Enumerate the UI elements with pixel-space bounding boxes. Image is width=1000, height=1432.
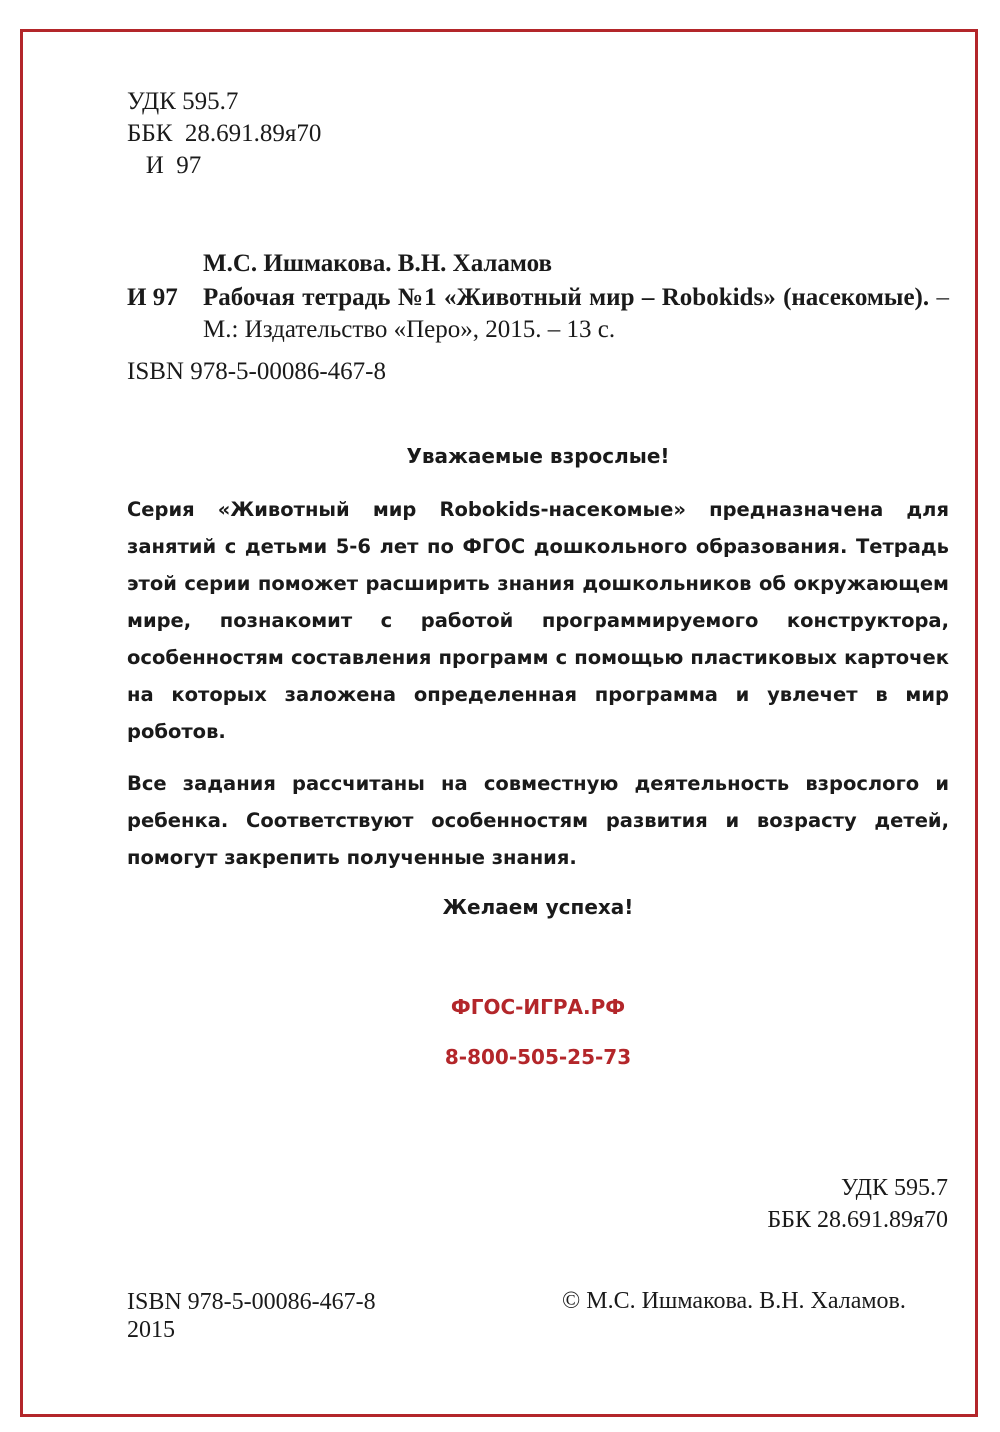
phone-number: 8-800-505-25-73 bbox=[444, 1045, 632, 1069]
authors: М.С. Ишмакова. В.Н. Халамов bbox=[203, 250, 553, 277]
isbn: ISBN 978-5-00086-467-8 bbox=[127, 358, 387, 385]
publication-info: – М.: Издательство «Перо», 2015. – 13 с. bbox=[203, 284, 950, 343]
footer-isbn: ISBN 978-5-00086-467-8 bbox=[127, 1289, 376, 1315]
greeting-heading: Уважаемые взрослые! bbox=[406, 444, 670, 468]
footer-year: 2015 bbox=[127, 1317, 175, 1343]
footer-udk: УДК 595.7 bbox=[841, 1175, 948, 1201]
udk-code: УДК 595.7 bbox=[127, 88, 239, 115]
footer-isbn-block bbox=[127, 1288, 376, 1344]
bbk-code: ББК 28.691.89я70 bbox=[127, 120, 322, 147]
closing-wish: Желаем успеха! bbox=[442, 895, 634, 919]
book-title: Рабочая тетрадь №1 «Животный мир – Robokids» (насекомые). bbox=[203, 284, 930, 311]
footer-codes bbox=[767, 1172, 948, 1236]
author-index: И 97 bbox=[127, 152, 202, 179]
footer-bbk: ББК 28.691.89я70 bbox=[767, 1207, 948, 1233]
website: ФГОС-ИГРА.РФ bbox=[450, 995, 626, 1019]
entry-index: И 97 bbox=[127, 284, 178, 311]
entry-text bbox=[203, 282, 949, 346]
classification-codes bbox=[127, 86, 321, 182]
bibliographic-entry bbox=[127, 282, 949, 346]
intro-paragraph: Серия «Животный мир Robokids-насекомые» предназначена для занятий с детьми 5-6 лет по ФГОС дошкольного образования. Тетрадь этой серии поможет расширить знания дошкольников об окружающем мире, познакомит с работой программируемого конструктора, особенностям составления программ с помощью пластиковых карточек на которых заложена определенная программа и увлечет в мир роботов. bbox=[127, 498, 949, 743]
tasks-paragraph: Все задания рассчитаны на совместную деятельность взрослого и ребенка. Соответствуют особенностям развития и возрасту детей, помогут закрепить полученные знания. bbox=[127, 772, 949, 869]
copyright: © М.С. Ишмакова. В.Н. Халамов. bbox=[562, 1288, 906, 1314]
